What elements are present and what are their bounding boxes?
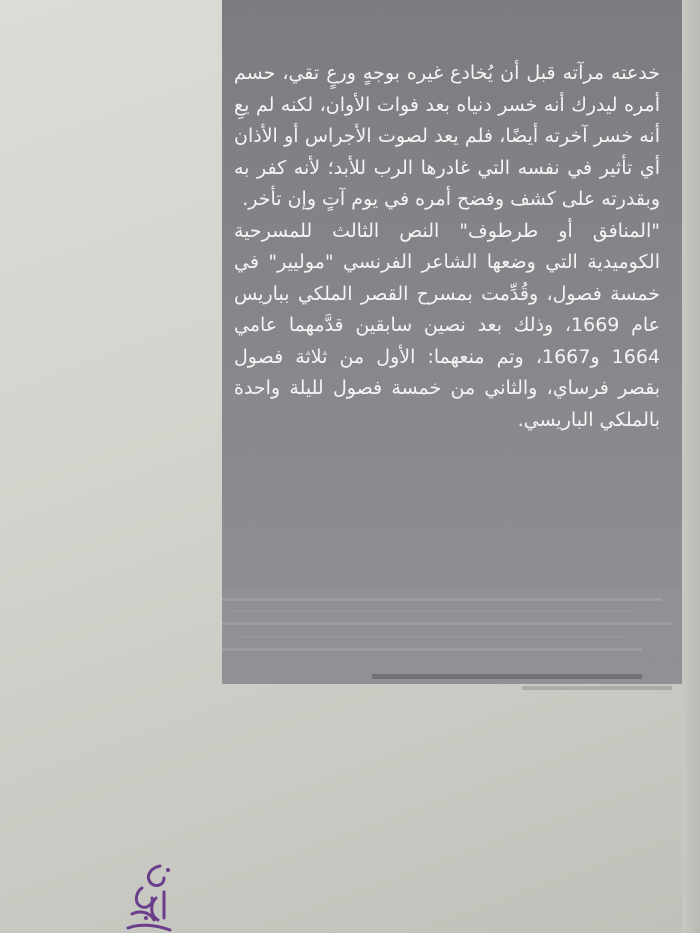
back-cover-blurb [234, 58, 660, 436]
blurb-paragraph-1: خدعته مرآته قبل أن يُخادع غيره بوجهٍ ورعٍ تقي، حسم أمره ليدرك أنه خسر دنياه بعد فوات الأوان، لكنه لم يعِ أنه خسر آخرته أيضًا، فلم يعد لصوت الأجراس أو الأذان أي تأثير في نفسه التي غادرها الرب للأبد؛ لأنه كفر به وبقدرته على كشف وفضح أمره في يوم آتٍ وإن تأخر. [234, 62, 660, 210]
publisher-logo-icon [120, 858, 178, 933]
torn-edge-graphic [222, 590, 682, 700]
panel-torn-edge [222, 590, 682, 700]
cover-right-edge [682, 0, 700, 933]
blurb-paragraph-2: "المنافق أو طرطوف" النص الثالث للمسرحية الكوميدية التي وضعها الشاعر الفرنسي "موليير" في خمسة فصول، وقُدِّمت بمسرح القصر الملكي بباريس عام 1669، وذلك بعد نصين سابقين قدَّمهما عامي 1664 و1667، وتم منعهما: الأول من ثلاثة فصول بقصر فرساي، والثاني من خمسة فصول لليلة واحدة بالملكي الباريسي. [234, 219, 661, 431]
